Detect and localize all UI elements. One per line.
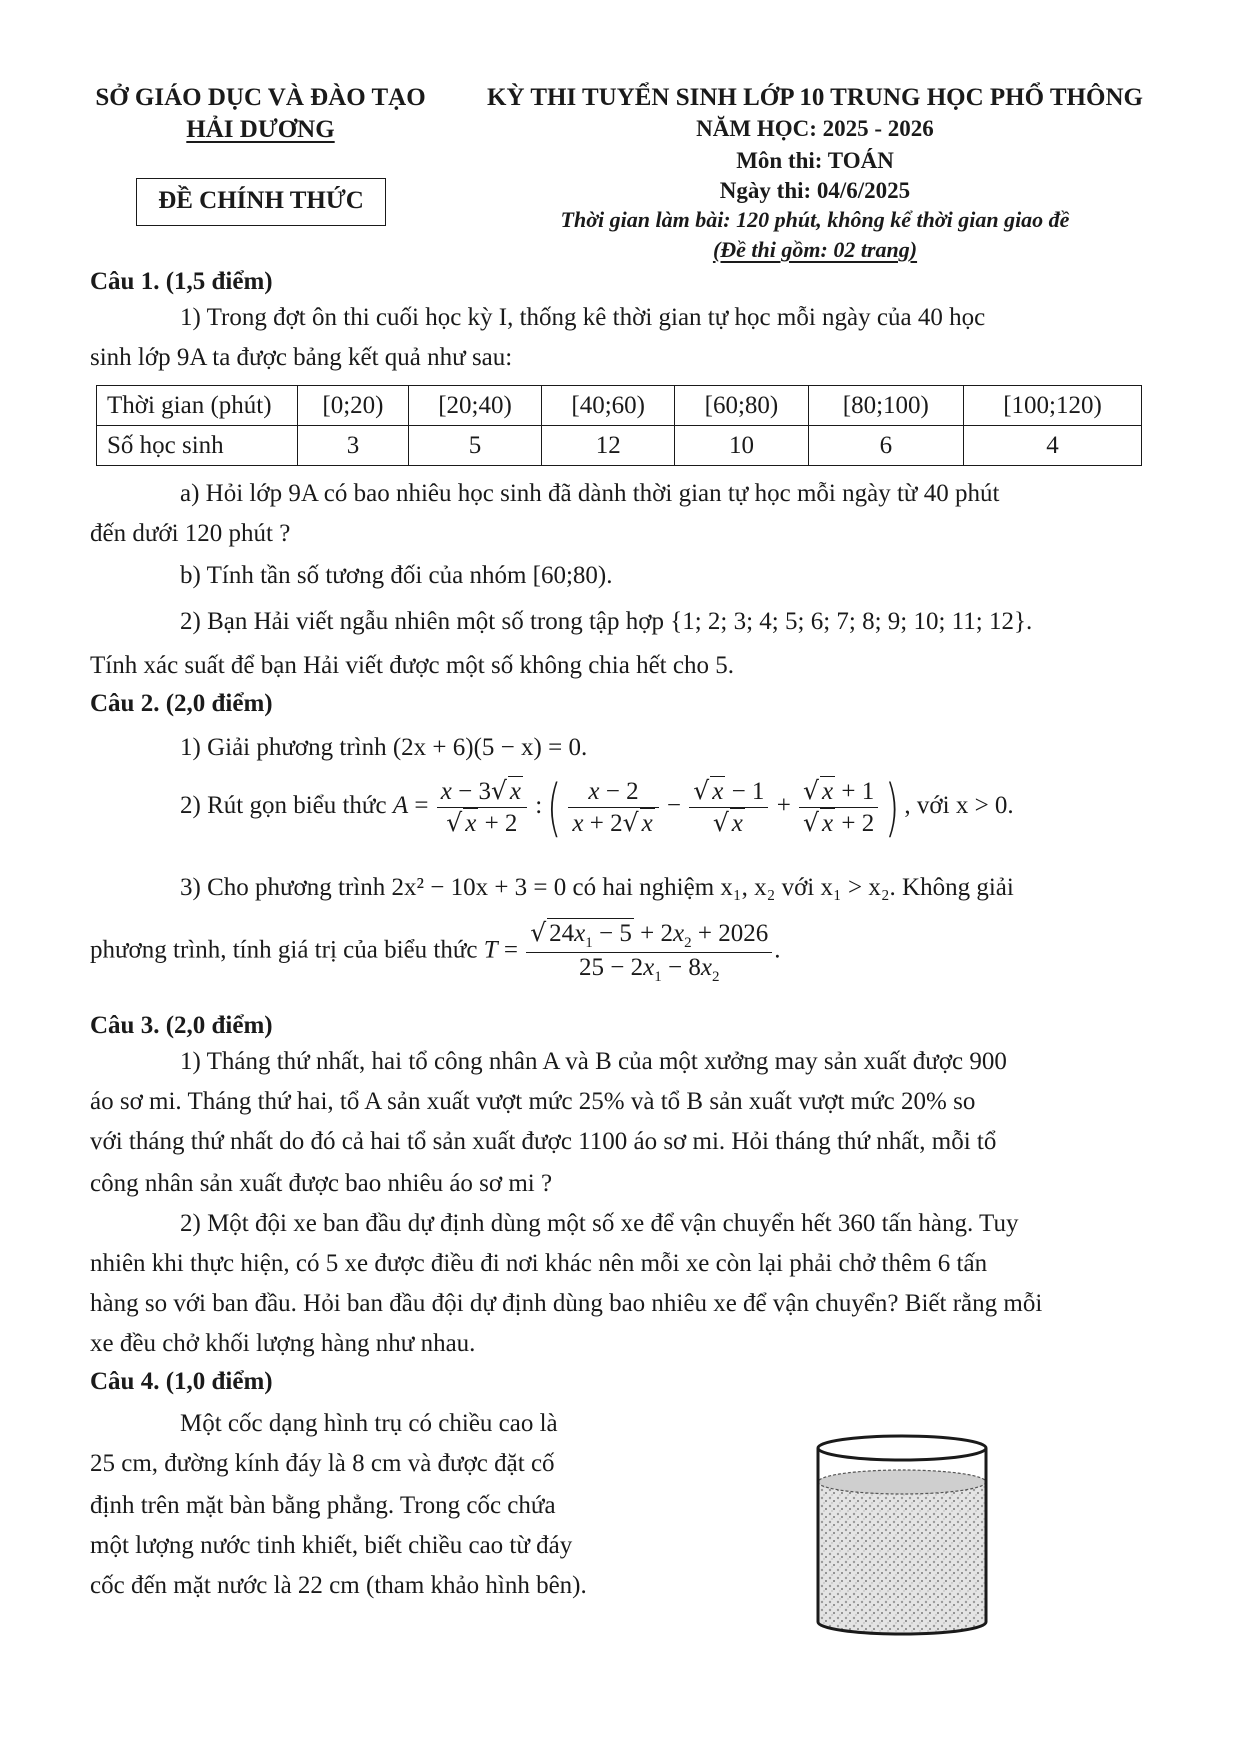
fraction: $\frac{√ x + 1}{√ x + 2}$ — [799, 776, 878, 839]
q2-p2-suffix: , với x > 0. — [904, 792, 1014, 820]
school-year: NĂM HỌC: 2025 - 2026 — [696, 116, 934, 141]
q4-line3: định trên mặt bàn bằng phẳng. Trong cốc chứa — [90, 1492, 556, 1519]
dept-name: SỞ GIÁO DỤC VÀ ĐÀO TẠO — [95, 84, 426, 111]
table-row — [97, 426, 1142, 466]
q3-p1-line1: 1) Tháng thứ nhất, hai tổ công nhân A và B của một xưởng may sản xuất được 900 — [180, 1048, 1007, 1075]
q3-p2-line4: xe đều chở khối lượng hàng như nhau. — [90, 1330, 476, 1357]
q1-a-line2: đến dưới 120 phút ? — [90, 520, 291, 547]
q1-title: Câu 1. (1,5 điểm) — [90, 268, 273, 295]
fraction: $\frac{x - 2}{x + 2√ x}$ — [568, 777, 658, 839]
q1-p1-line1: 1) Trong đợt ôn thi cuối học kỳ I, thống kê thời gian tự học mỗi ngày của 40 học — [180, 304, 986, 331]
table-cell: 10 — [675, 426, 808, 466]
q1-a-line1: a) Hỏi lớp 9A có bao nhiêu học sinh đã dành thời gian tự học mỗi ngày từ 40 phút — [180, 480, 1000, 507]
q2-p3-line1: 3) Cho phương trình 2x² − 10x + 3 = 0 có hai nghiệm x₁, x₂ với x₁ > x₂. Không giải — [180, 874, 1014, 901]
table-cell: [20;40) — [408, 386, 541, 426]
q3-p1-line3: với tháng thứ nhất do đó cả hai tổ sản xuất được 1100 áo sơ mi. Hỏi tháng thứ nhất, mỗi tổ — [90, 1128, 997, 1155]
q1-p2-line2: Tính xác suất để bạn Hải viết được một số không chia hết cho 5. — [90, 652, 734, 679]
table-cell: 6 — [808, 426, 964, 466]
official-label: ĐỀ CHÍNH THỨC — [158, 187, 364, 214]
q2-p1: 1) Giải phương trình (2x + 6)(5 − x) = 0. — [180, 734, 588, 761]
q4-line4: một lượng nước tinh khiết, biết chiều cao từ đáy — [90, 1532, 573, 1559]
fraction: $\frac{x - 3√ x}{√ x + 2}$ — [437, 776, 527, 839]
q3-p2-line3: hàng so với ban đầu. Hỏi ban đầu đội dự định dùng bao nhiêu xe để vận chuyển? Biết rằng mỗi — [90, 1290, 1043, 1317]
table-cell: [80;100) — [808, 386, 964, 426]
table-cell: 5 — [408, 426, 541, 466]
q3-p1-line4: công nhân sản xuất được bao nhiêu áo sơ mi ? — [90, 1170, 553, 1197]
q1-b-line: b) Tính tần số tương đối của nhóm [60;80). — [180, 562, 613, 589]
table-cell: 4 — [964, 426, 1142, 466]
table-cell: 12 — [542, 426, 675, 466]
table-cell: [40;60) — [542, 386, 675, 426]
table-row — [97, 386, 1142, 426]
fraction: $\frac{√ 24x_1 - 5 + 2x_2 + 2026}{25 - 2x_1 - 8x_2}$ — [526, 918, 772, 986]
q4-title: Câu 4. (1,0 điểm) — [90, 1368, 273, 1395]
q2-p3-line2: phương trình, tính giá trị của biểu thức T = $\frac{√ 24x_1 - 5 + 2x_2 + 2026}{25 - 2x_1 - 8x_2}$ . — [90, 918, 781, 985]
province-name: HẢI DƯƠNG — [186, 116, 335, 143]
q2-title: Câu 2. (2,0 điểm) — [90, 690, 273, 717]
q3-title: Câu 3. (2,0 điểm) — [90, 1012, 273, 1039]
q2-p3-prefix: phương trình, tính giá trị của biểu thức — [90, 936, 478, 964]
table-header-cell: Số học sinh — [97, 426, 298, 466]
table-cell: [0;20) — [298, 386, 409, 426]
table-cell: 3 — [298, 426, 409, 466]
q1-p1-line2: sinh lớp 9A ta được bảng kết quả như sau: — [90, 344, 513, 371]
q4-line5: cốc đến mặt nước là 22 cm (tham khảo hình bên). — [90, 1572, 587, 1599]
q3-p1-line2: áo sơ mi. Tháng thứ hai, tổ A sản xuất vượt mức 25% và tổ B sản xuất vượt mức 20% so — [90, 1088, 976, 1115]
cylinder-cup-illustration — [812, 1432, 992, 1642]
q2-p2-prefix: 2) Rút gọn biểu thức — [180, 792, 387, 820]
exam-title: KỲ THI TUYỂN SINH LỚP 10 TRUNG HỌC PHỔ THÔNG — [487, 84, 1143, 111]
q3-p2-line2: nhiên khi thực hiện, có 5 xe được điều đi nơi khác nên mỗi xe còn lại phải chở thêm 6 tấn — [90, 1250, 988, 1277]
q4-line2: 25 cm, đường kính đáy là 8 cm và được đặt cố — [90, 1450, 555, 1477]
subject: Môn thi: TOÁN — [736, 148, 894, 173]
table-cell: [100;120) — [964, 386, 1142, 426]
q4-line1: Một cốc dạng hình trụ có chiều cao là — [180, 1410, 558, 1437]
duration: Thời gian làm bài: 120 phút, không kể thời gian giao đề — [560, 207, 1070, 232]
table-cell: [60;80) — [675, 386, 808, 426]
q3-p2-line1: 2) Một đội xe ban đầu dự định dùng một số xe để vận chuyển hết 360 tấn hàng. Tuy — [180, 1210, 1019, 1237]
pages-note: (Đề thi gồm: 02 trang) — [712, 237, 918, 262]
table-header-cell: Thời gian (phút) — [97, 386, 298, 426]
q1-p2-line1: 2) Bạn Hải viết ngẫu nhiên một số trong tập hợp {1; 2; 3; 4; 5; 6; 7; 8; 9; 10; 11; 12}. — [180, 608, 1033, 635]
exam-date: Ngày thi: 04/6/2025 — [719, 178, 911, 203]
frequency-table — [96, 385, 1142, 466]
q2-p2: 2) Rút gọn biểu thức A = $\frac{x - 3√ x}{√ x + 2}$ :( $\frac{x - 2}{x + 2√ x}$ − $\frac{√ x - 1}{√ x}$ + $\frac{√ x + 1}{√ x + 2}$ ) , với x > 0. — [180, 770, 1014, 844]
fraction: $\frac{√ x - 1}{√ x}$ — [689, 776, 768, 839]
